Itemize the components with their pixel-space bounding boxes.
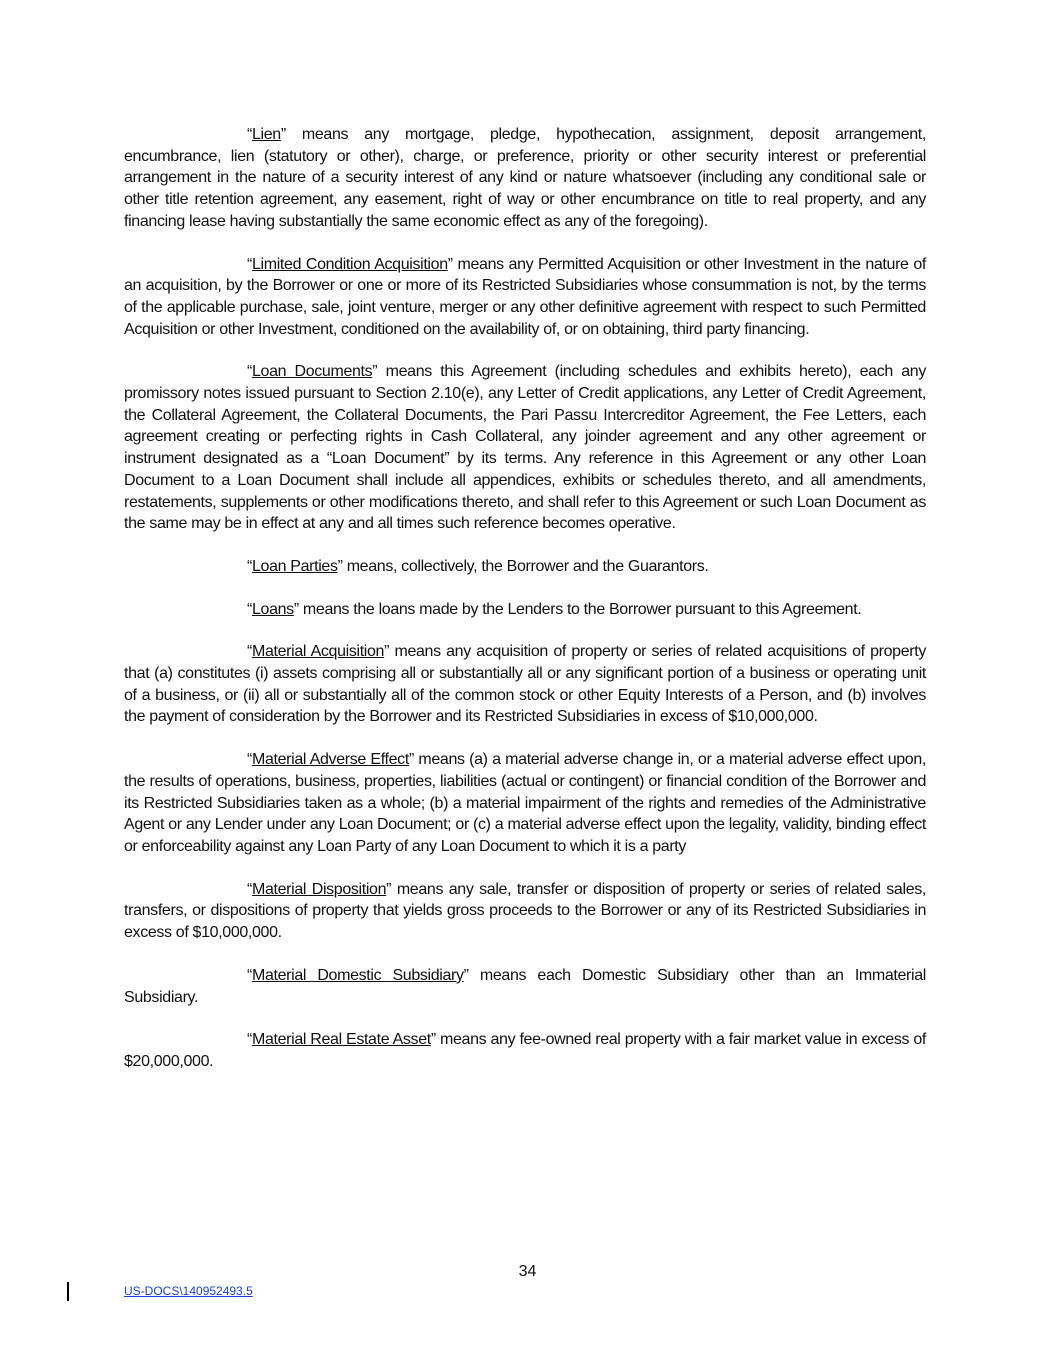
definition-text: means any acquisition of property or series of related acquisitions of property that (a) constitutes (i) assets comprising all or substantially all or any significant portion of a business or operating unit of a business, or (ii) all or substantially all of the common stock or other Equity Interests of a Person, and (b) involves the payment of consideration by the Borrower and its Restricted Subsidiaries in excess of $10,000,000. — [124, 643, 926, 726]
definition-text: means this Agreement (including schedules and exhibits hereto), each any promissory notes issued pursuant to Section 2.10(e), any Letter of Credit applications, any Letter of Credit Agreement, the Collateral Agreement, the Collateral Documents, the Pari Passu Intercreditor Agreement, the Fee Letters, each agreement creating or perfecting rights in Cash Collateral, any joinder agreement and any other agreement or instrument designated as a “Loan Document” by its terms. Any reference in this Agreement or any other Loan Document to a Loan Document shall include all appendices, exhibits or schedules thereto, and all amendments, restatements, supplements or other modifications thereto, and shall refer to this Agreement or such Loan Document as the same may be in effect at any and all times such reference becomes operative. — [124, 363, 926, 533]
definition-text: means any mortgage, pledge, hypothecation, assignment, deposit arrangement, encumbrance, lien (statutory or other), charge, or preference, priority or other security interest or preferential arrangement in the nature of a security interest of any kind or nature whatsoever (including any conditional sale or other title retention agreement, any easement, right of way or other encumbrance on title to real property, and any financing lease having substantially the same economic effect as any of the foregoing). — [124, 126, 926, 230]
definition-paragraph: “Loan Parties” means, collectively, the Borrower and the Guarantors. — [247, 557, 709, 575]
definition-text: means any fee-owned real property with a fair market value in excess of $20,000,000. — [124, 1031, 926, 1070]
revision-change-bar — [67, 1282, 69, 1301]
document-body — [124, 124, 926, 1094]
definition-paragraph: “Loan Documents” means this Agreement (including schedules and exhibits hereto), each any promissory notes issued pursuant to Section 2.10(e), any Letter of Credit applications, any Letter of Credit Agreement, the Collateral Agreement, the Collateral Documents, the Pari Passu Intercreditor Agreement, the Fee Letters, each agreement creating or perfecting rights in Cash Collateral, any joinder agreement and any other agreement or instrument designated as a “Loan Document” by its terms. Any reference in this Agreement or any other Loan Document to a Loan Document shall include all appendices, exhibits or schedules thereto, and all amendments, restatements, supplements or other modifications thereto, and shall refer to this Agreement or such Loan Document as the same may be in effect at any and all times such reference becomes operative. — [124, 363, 926, 533]
definition-text: means (a) a material adverse change in, or a material adverse effect upon, the results of operations, business, properties, liabilities (actual or contingent) or financial condition of the Borrower and its Restricted Subsidiaries taken as a whole; (b) a material impairment of the rights and remedies of the Administrative Agent or any Lender under any Loan Document; or (c) a material adverse effect upon the legality, validity, binding effect or enforceability against any Loan Party of any Loan Document to which it is a party — [124, 751, 926, 855]
defined-term: Lien — [251, 126, 281, 143]
defined-term: Loans — [251, 600, 294, 618]
document-id-link[interactable]: US-DOCS\140952493.5 — [124, 1284, 253, 1298]
definition-text: means the loans made by the Lenders to the Borrower pursuant to this Agreement. — [298, 600, 862, 618]
definition-paragraph: “Material Acquisition” means any acquisition of property or series of related acquisitions of property that (a) constitutes (i) assets comprising all or substantially all or any significant portion of a business or operating unit of a business, or (ii) all or substantially all of the common stock or other Equity Interests of a Person, and (b) involves the payment of consideration by the Borrower and its Restricted Subsidiaries in excess of $10,000,000. — [124, 643, 926, 726]
definition-paragraph: “Material Disposition” means any sale, transfer or disposition of property or series of related sales, transfers, or dispositions of property that yields gross proceeds to the Borrower or any of its Restricted Subsidiaries in excess of $10,000,000. — [124, 880, 926, 942]
definition-text: means any sale, transfer or disposition of property or series of related sales, transfers, or dispositions of property that yields gross proceeds to the Borrower or any of its Restricted Subsidiaries in excess of $10,000,000. — [124, 880, 926, 942]
defined-term: Material Disposition — [251, 880, 387, 898]
page-number: 34 — [518, 1263, 537, 1280]
definition-paragraph: “Material Domestic Subsidiary” means each Domestic Subsidiary other than an Immaterial Subsidiary. — [124, 966, 926, 1006]
definition-paragraph: “Loans” means the loans made by the Lenders to the Borrower pursuant to this Agreement. — [247, 600, 862, 618]
defined-term: Material Adverse Effect — [251, 751, 409, 769]
definition-paragraph: “Lien” means any mortgage, pledge, hypothecation, assignment, deposit arrangement, encumbrance, lien (statutory or other), charge, or preference, priority or other security interest or preferential arrangement in the nature of a security interest of any kind or nature whatsoever (including any conditional sale or other title retention agreement, any easement, right of way or other encumbrance on title to real property, and any financing lease having substantially the same economic effect as any of the foregoing). — [124, 126, 926, 230]
defined-term: Material Domestic Subsidiary — [251, 966, 464, 984]
defined-term: Loan Parties — [251, 557, 338, 575]
definition-text: means, collectively, the Borrower and the Guarantors. — [342, 557, 709, 575]
definition-paragraph: “Limited Condition Acquisition” means any Permitted Acquisition or other Investment in the nature of an acquisition, by the Borrower or one or more of its Restricted Subsidiaries whose consummation is not, by the terms of the applicable purchase, sale, joint venture, merger or any other definitive agreement with respect to such Permitted Acquisition or other Investment, conditioned on the availability of, or on obtaining, third party financing. — [124, 255, 927, 338]
definition-text: means each Domestic Subsidiary other than an Immaterial Subsidiary. — [124, 966, 926, 1006]
definition-paragraph: “Material Real Estate Asset” means any fee-owned real property with a fair market value in excess of $20,000,000. — [124, 1031, 926, 1070]
defined-term: Loan Documents — [251, 363, 373, 381]
defined-term: Limited Condition Acquisition — [251, 255, 448, 273]
definition-paragraph: “Material Adverse Effect” means (a) a material adverse change in, or a material adverse effect upon, the results of operations, business, properties, liabilities (actual or contingent) or financial condition of the Borrower and its Restricted Subsidiaries taken as a whole; (b) a material impairment of the rights and remedies of the Administrative Agent or any Lender under any Loan Document; or (c) a material adverse effect upon the legality, validity, binding effect or enforceability against any Loan Party of any Loan Document to which it is a party — [124, 751, 926, 855]
definition-text: means any Permitted Acquisition or other Investment in the nature of an acquisition, by the Borrower or one or more of its Restricted Subsidiaries whose consummation is not, by the terms of the applicable purchase, sale, joint venture, merger or any other definitive agreement with respect to such Permitted Acquisition or other Investment, conditioned on the availability of, or on obtaining, third party financing. — [124, 255, 927, 338]
defined-term: Material Acquisition — [251, 643, 385, 661]
defined-term: Material Real Estate Asset — [251, 1031, 431, 1049]
